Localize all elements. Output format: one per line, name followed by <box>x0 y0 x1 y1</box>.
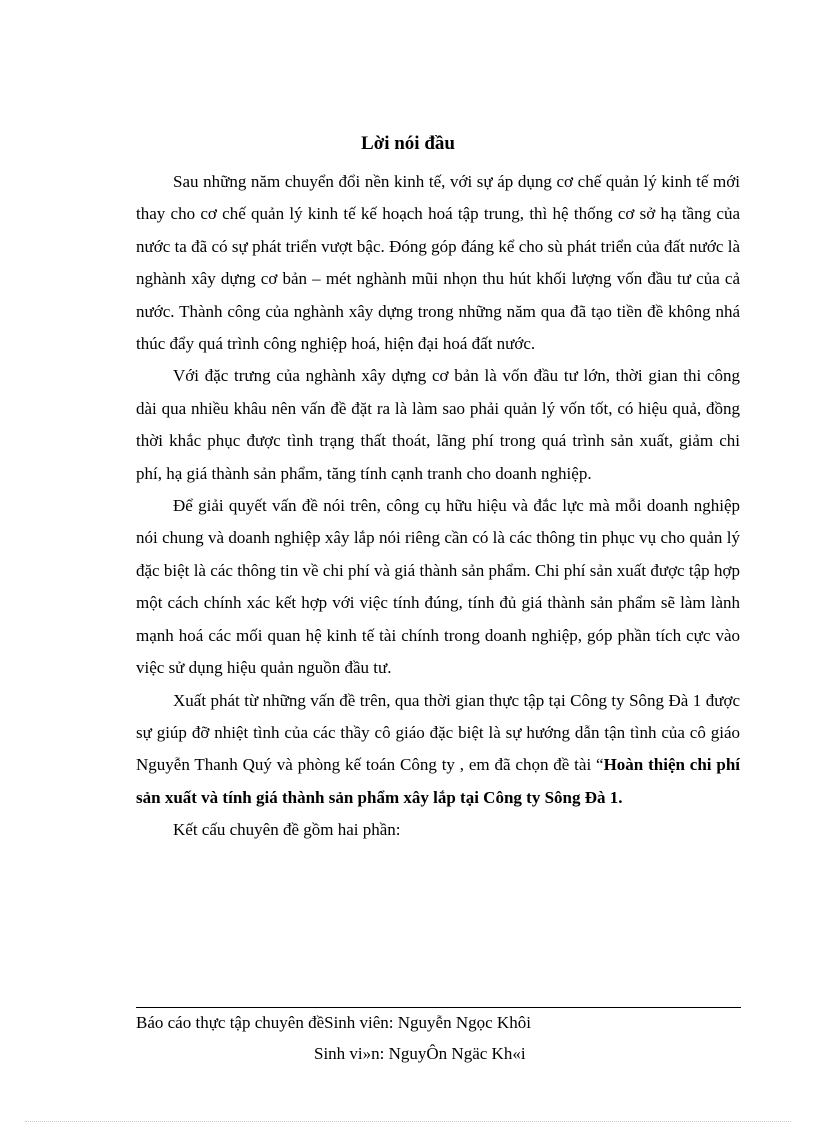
footer-divider <box>136 1007 741 1008</box>
paragraph-2: Với đặc trưng của nghành xây dựng cơ bản là vốn đầu tư lớn, thời gian thi công dài qua nhiều khâu nên vấn đề đặt ra là làm sao phải quản lý vốn tốt, có hiệu quả, đồng thời khắc phục được tình trạng thất thoát, lãng phí trong quá trình sản xuất, giảm chi phí, hạ giá thành sản phẩm, tăng tính cạnh tranh cho doanh nghiệp. <box>136 366 740 483</box>
paragraph-4 <box>136 685 740 815</box>
document-body <box>136 166 740 847</box>
footer-student-line: Sinh vi»n: NguyÔn Ngäc Kh«i <box>314 1044 526 1063</box>
page-boundary <box>25 1121 791 1122</box>
document-title: Lời nói đầu <box>361 133 455 154</box>
thesis-topic: Hoàn thiện chi phí sản xuất và tính giá thành sản phẩm xây lắp tại Công ty Sông Đà 1. <box>136 755 740 807</box>
footer-report-line: Báo cáo thực tập chuyên đềSinh viên: Nguyễn Ngọc Khôi <box>136 1013 531 1032</box>
paragraph-4-lead: Xuất phát từ những vấn đề trên, qua thời gian thực tập tại Công ty Sông Đà 1 được sự giúp đỡ nhiệt tình của các thầy cô giáo đặc biệt là sự hướng dẫn tận tình của cô giáo Nguyễn Thanh Quý và phòng kế toán Công ty , em đã chọn đề tài “ <box>136 690 740 775</box>
paragraph-3: Để giải quyết vấn đề nói trên, công cụ hữu hiệu và đắc lực mà mỗi doanh nghiệp nói chung và doanh nghiệp xây lắp nói riêng cần có là các thông tin phục vụ cho quản lý đặc biệt là các thông tin về chi phí và giá thành sản phẩm. Chi phí sản xuất được tập hợp một cách chính xác kết hợp với việc tính đúng, tính đủ giá thành sản phẩm sẽ làm lành mạnh hoá các mối quan hệ kinh tế tài chính trong doanh nghiệp, góp phần tích cực vào việc sử dụng hiệu quản nguồn đầu tư. <box>136 496 740 678</box>
paragraph-1: Sau những năm chuyển đổi nền kinh tế, với sự áp dụng cơ chế quản lý kinh tế mới thay cho cơ chế quản lý kinh tế kế hoạch hoá tập trung, thì hệ thống cơ sở hạ tầng của nước ta đã có sự phát triển vượt bậc. Đóng góp đáng kể cho sù phát triển của đất nước là nghành xây dựng cơ bản – mét nghành mũi nhọn thu hút khối lượng vốn đầu tư của cả nước. Thành công của nghành xây dựng trong những năm qua đã tạo tiền đề không nhá thúc đẩy quá trình công nghiệp hoá, hiện đại hoá đất nước. <box>136 172 740 354</box>
paragraph-5: Kết cấu chuyên đề gồm hai phần: <box>173 820 401 840</box>
